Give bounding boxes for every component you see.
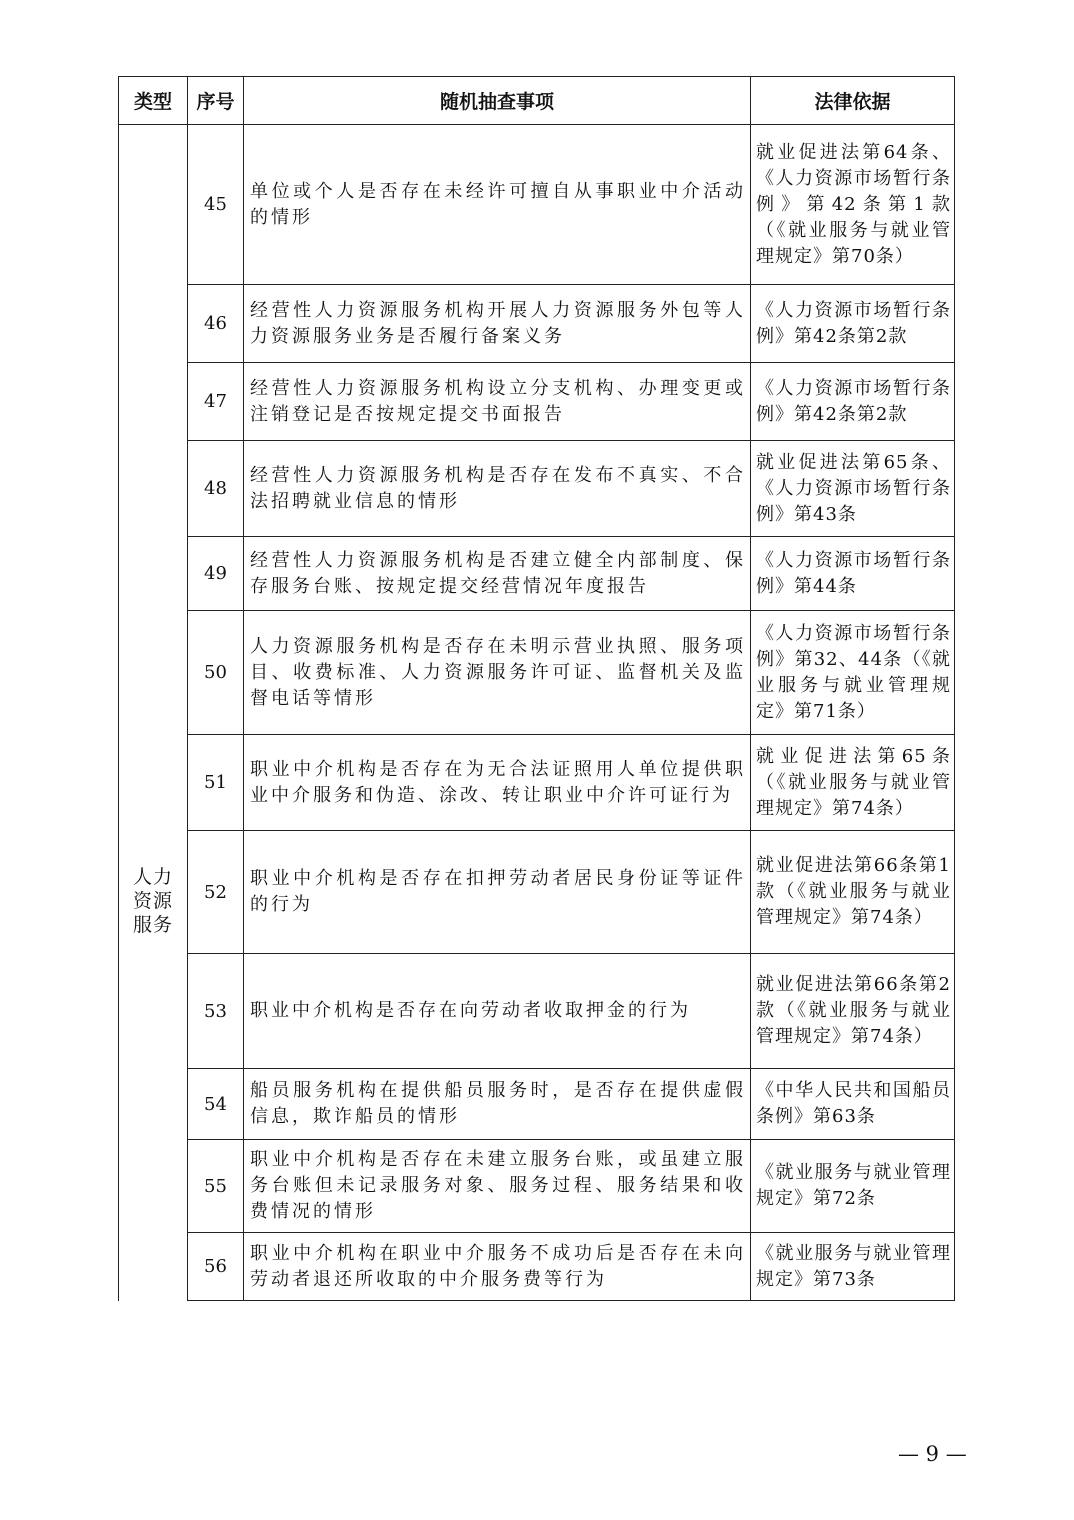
law-cell: 《人力资源市场暂行条例》第32、44条（《就业服务与就业管理规定》第71条） — [751, 611, 955, 735]
table-row — [119, 831, 955, 954]
seq-cell: 53 — [188, 954, 244, 1069]
seq-cell: 50 — [188, 611, 244, 735]
law-cell: 《就业服务与就业管理规定》第72条 — [751, 1140, 955, 1233]
header-item: 随机抽查事项 — [244, 77, 751, 125]
item-cell: 人力资源服务机构是否存在未明示营业执照、服务项目、收费标准、人力资源服务许可证、监督机关及监督电话等情形 — [244, 611, 751, 735]
table-row — [119, 537, 955, 611]
item-cell: 职业中介机构是否存在向劳动者收取押金的行为 — [244, 954, 751, 1069]
table-row — [119, 1140, 955, 1233]
inspection-items-table — [118, 76, 955, 1301]
item-cell: 经营性人力资源服务机构是否建立健全内部制度、保存服务台账、按规定提交经营情况年度报告 — [244, 537, 751, 611]
item-cell: 船员服务机构在提供船员服务时，是否存在提供虚假信息，欺诈船员的情形 — [244, 1069, 751, 1140]
law-cell: 就业促进法第64条、《人力资源市场暂行条例》第42条第1款（《就业服务与就业管理规定》第70条） — [751, 125, 955, 285]
seq-cell: 46 — [188, 285, 244, 363]
law-cell: 就业促进法第65条、《人力资源市场暂行条例》第43条 — [751, 441, 955, 537]
law-cell: 就业促进法第66条第1款（《就业服务与就业管理规定》第74条） — [751, 831, 955, 954]
table-row — [119, 363, 955, 441]
item-cell: 职业中介机构是否存在为无合法证照用人单位提供职业中介服务和伪造、涂改、转让职业中介许可证行为 — [244, 735, 751, 831]
seq-cell: 52 — [188, 831, 244, 954]
seq-cell: 55 — [188, 1140, 244, 1233]
table-row — [119, 1069, 955, 1140]
table-header-row — [119, 77, 955, 125]
category-cell — [119, 125, 188, 1301]
law-cell: 《人力资源市场暂行条例》第44条 — [751, 537, 955, 611]
seq-cell: 49 — [188, 537, 244, 611]
seq-cell: 47 — [188, 363, 244, 441]
item-cell: 经营性人力资源服务机构是否存在发布不真实、不合法招聘就业信息的情形 — [244, 441, 751, 537]
table-row — [119, 285, 955, 363]
seq-cell: 56 — [188, 1233, 244, 1301]
category-label: 人力 资源 服务 — [132, 865, 173, 936]
table-row — [119, 125, 955, 285]
law-cell: 《人力资源市场暂行条例》第42条第2款 — [751, 285, 955, 363]
item-cell: 职业中介机构在职业中介服务不成功后是否存在未向劳动者退还所收取的中介服务费等行为 — [244, 1233, 751, 1301]
item-cell: 职业中介机构是否存在扣押劳动者居民身份证等证件的行为 — [244, 831, 751, 954]
table-row — [119, 441, 955, 537]
item-cell: 经营性人力资源服务机构开展人力资源服务外包等人力资源服务业务是否履行备案义务 — [244, 285, 751, 363]
item-cell: 职业中介机构是否存在未建立服务台账，或虽建立服务台账但未记录服务对象、服务过程、服务结果和收费情况的情形 — [244, 1140, 751, 1233]
item-cell: 经营性人力资源服务机构设立分支机构、办理变更或注销登记是否按规定提交书面报告 — [244, 363, 751, 441]
seq-cell: 48 — [188, 441, 244, 537]
table-row — [119, 954, 955, 1069]
header-category: 类型 — [119, 77, 188, 125]
seq-cell: 51 — [188, 735, 244, 831]
header-seq: 序号 — [188, 77, 244, 125]
header-law: 法律依据 — [751, 77, 955, 125]
law-cell: 就业促进法第65条（《就业服务与就业管理规定》第74条） — [751, 735, 955, 831]
item-cell: 单位或个人是否存在未经许可擅自从事职业中介活动的情形 — [244, 125, 751, 285]
seq-cell: 54 — [188, 1069, 244, 1140]
seq-cell: 45 — [188, 125, 244, 285]
law-cell: 《中华人民共和国船员条例》第63条 — [751, 1069, 955, 1140]
table-row — [119, 735, 955, 831]
law-cell: 《人力资源市场暂行条例》第42条第2款 — [751, 363, 955, 441]
table-row — [119, 611, 955, 735]
page-number: — 9 — — [898, 1442, 967, 1466]
law-cell: 就业促进法第66条第2款（《就业服务与就业管理规定》第74条） — [751, 954, 955, 1069]
table-row — [119, 1233, 955, 1301]
law-cell: 《就业服务与就业管理规定》第73条 — [751, 1233, 955, 1301]
